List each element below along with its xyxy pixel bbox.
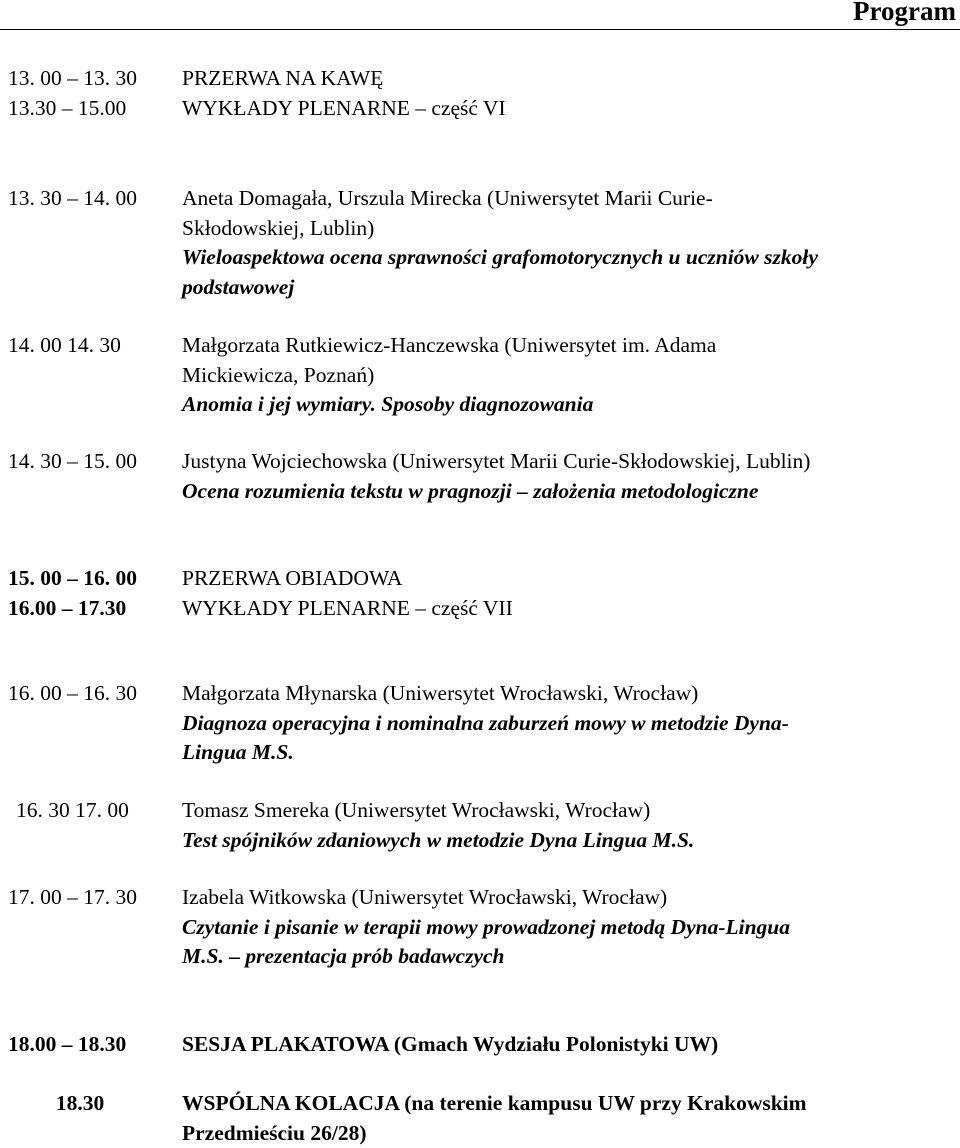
talk-title: podstawowej (182, 273, 948, 303)
talk-time: 13. 30 – 14. 00 (8, 184, 137, 214)
session-label: WYKŁADY PLENARNE – część VII (182, 594, 948, 624)
talk-title: Czytanie i pisanie w terapii mowy prowadzonej metodą Dyna-Lingua (182, 913, 948, 943)
talk-title: Diagnoza operacyjna i nominalna zaburzeń mowy w metodzie Dyna- (182, 709, 948, 739)
talk-speaker: Justyna Wojciechowska (Uniwersytet Marii Curie-Skłodowskiej, Lublin) (182, 447, 948, 477)
talk-title: Anomia i jej wymiary. Sposoby diagnozowania (182, 390, 948, 420)
talk-time: 14. 00 14. 30 (8, 331, 121, 361)
event-label: Przedmieściu 26/28) (182, 1119, 948, 1148)
talk-time: 16. 30 17. 00 (16, 796, 129, 826)
event-time: 18.30 (0, 1089, 160, 1119)
talk-speaker: Tomasz Smereka (Uniwersytet Wrocławski, Wrocław) (182, 796, 948, 826)
talk-time: 17. 00 – 17. 30 (8, 883, 137, 913)
session-time: 13.30 – 15.00 (8, 94, 126, 124)
talk-title: Ocena rozumienia tekstu w pragnozji – założenia metodologiczne (182, 477, 948, 507)
event-label: WSPÓLNA KOLACJA (na terenie kampusu UW przy Krakowskim (182, 1089, 948, 1119)
talk-speaker: Mickiewicza, Poznań) (182, 361, 948, 391)
talk-title: M.S. – prezentacja prób badawczych (182, 942, 948, 972)
header-rule (0, 29, 960, 30)
session-time: 16.00 – 17.30 (8, 594, 126, 624)
talk-speaker: Skłodowskiej, Lublin) (182, 214, 948, 244)
session-time: 18.00 – 18.30 (8, 1030, 126, 1060)
talk-speaker: Małgorzata Rutkiewicz-Hanczewska (Uniwersytet im. Adama (182, 331, 948, 361)
break-label: PRZERWA NA KAWĘ (182, 64, 948, 94)
talk-speaker: Aneta Domagała, Urszula Mirecka (Uniwersytet Marii Curie- (182, 184, 948, 214)
break-time: 15. 00 – 16. 00 (8, 564, 137, 594)
session-label: SESJA PLAKATOWA (Gmach Wydziału Polonistyki UW) (182, 1030, 948, 1060)
break-time: 13. 00 – 13. 30 (8, 64, 137, 94)
talk-title: Lingua M.S. (182, 738, 948, 768)
page-title: Program (853, 0, 956, 28)
session-label: WYKŁADY PLENARNE – część VI (182, 94, 948, 124)
talk-time: 16. 00 – 16. 30 (8, 679, 137, 709)
talk-speaker: Izabela Witkowska (Uniwersytet Wrocławski, Wrocław) (182, 883, 948, 913)
talk-speaker: Małgorzata Młynarska (Uniwersytet Wrocławski, Wrocław) (182, 679, 948, 709)
talk-title: Test spójników zdaniowych w metodzie Dyna Lingua M.S. (182, 826, 948, 856)
talk-title: Wieloaspektowa ocena sprawności grafomotorycznych u uczniów szkoły (182, 243, 948, 273)
talk-time: 14. 30 – 15. 00 (8, 447, 137, 477)
break-label: PRZERWA OBIADOWA (182, 564, 948, 594)
